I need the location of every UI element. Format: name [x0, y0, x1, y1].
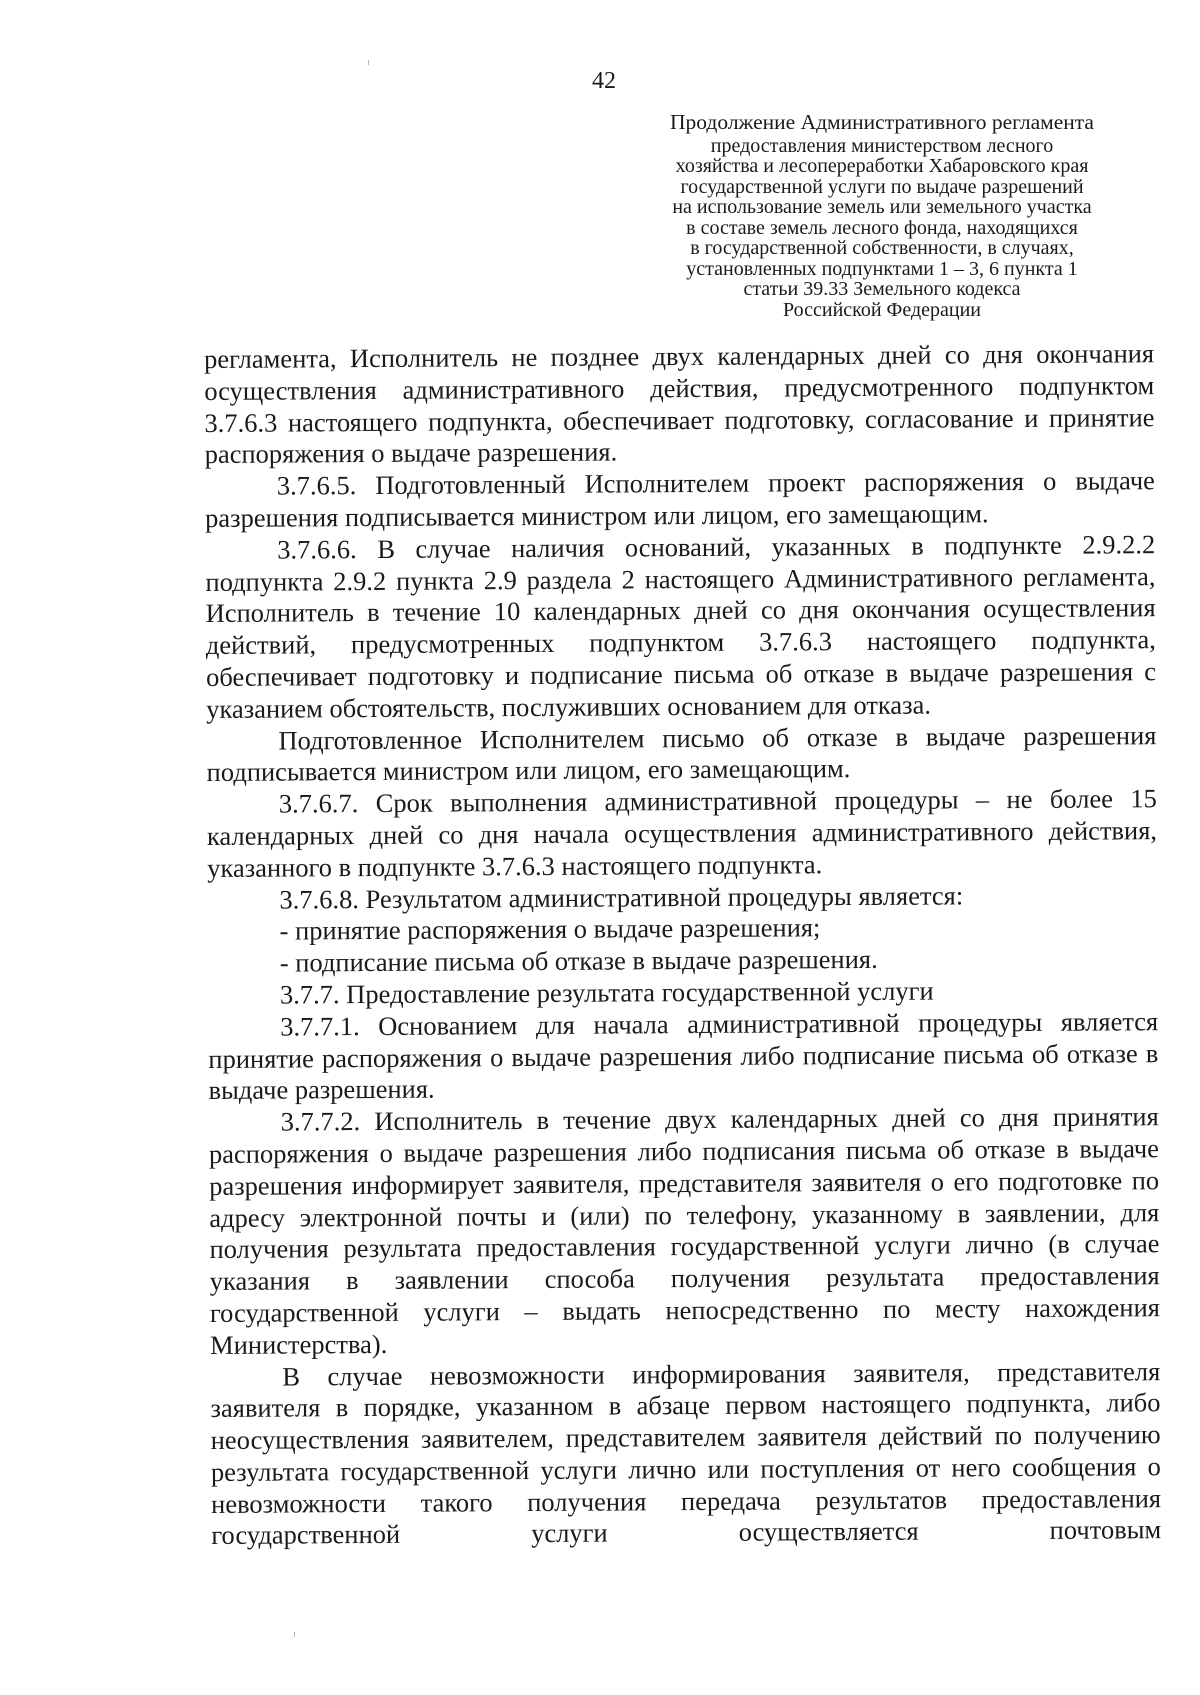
header-note-line: в государственной собственности, в случаях, [690, 237, 1074, 259]
header-note-line: в составе земель лесного фонда, находящихся [686, 216, 1078, 239]
list-item: - принятие распоряжения о выдаче разрешения; [279, 912, 821, 946]
section-heading-3-7-7: 3.7.7. Предоставление результата государственной услуги [279, 975, 934, 1010]
paragraph-3-7-6-6: 3.7.6.6. В случае наличия оснований, указанных в подпункте 2.9.2.2 подпункта 2.9.2 пункта 2.9 раздела 2 настоящего Административного регламента, Исполнитель в течение 10 календарных дней со дня окончания осуществления действий, предусмотренных подпунктом 3.7.6.3 настоящего подпункта, обеспечивает подготовку и подписание письма об отказе в выдаче разрешения с указанием обстоятельств, послуживших основанием для отказа. [205, 528, 1157, 724]
list-item: - подписание письма об отказе в выдаче разрешения. [279, 944, 878, 978]
header-note [632, 112, 1132, 320]
page-number: 42 [592, 68, 616, 94]
document-body [204, 338, 1161, 1552]
paragraph-3-7-6-7: 3.7.6.7. Срок выполнения административной процедуры – не более 15 календарных дней со дня начала осуществления административного действия, указанного в подпункте 3.7.6.3 настоящего подпункта. [206, 783, 1158, 883]
header-note-line: предоставления министерством лесного [710, 134, 1054, 157]
paragraph-3-7-6-5: 3.7.6.5. Подготовленный Исполнителем проект распоряжения о выдаче разрешения подписывается министром или лицом, его замещающим. [204, 465, 1155, 533]
header-note-line: на использование земель или земельного участка [672, 196, 1092, 218]
scan-speck [294, 1632, 295, 1637]
header-note-line: хозяйства и лесопереработки Хабаровского края [675, 155, 1089, 177]
paragraph-postal-delivery: В случае невозможности информирования заявителя, представителя заявителя в порядке, указанном в абзаце первом настоящего подпункта, либо неосуществления заявителем, представителем заявителя действий по получению результата государственной услуги лично или поступления от него сообщения о невозможности такого получения передача результатов предоставления государственной услуги осуществляется почтовым [210, 1355, 1162, 1551]
header-note-line: государственной услуги по выдаче разрешений [680, 175, 1084, 198]
paragraph-continuation: регламента, Исполнитель не позднее двух календарных дней со дня окончания осуществления административного действия, предусмотренного подпунктом 3.7.6.3 настоящего подпункта, обеспечивает подготовку, согласование и принятие распоряжения о выдаче разрешения. [204, 338, 1155, 470]
scan-speck [368, 60, 369, 65]
paragraph-3-7-7-2: 3.7.7.2. Исполнитель в течение двух календарных дней со дня принятия распоряжения о выдаче разрешения либо подписания письма об отказе в выдаче разрешения информирует заявителя, представителя заявителя о его подготовке по адресу электронной почты и (или) по телефону, указанному в заявлении, для получения результата предоставления государственной услуги лично (в случае указания в заявлении способа получения результата предоставления государственной услуги – выдать непосредственно по месту нахождения Министерства). [208, 1101, 1160, 1360]
paragraph-3-7-7-1: 3.7.7.1. Основанием для начала административной процедуры является принятие распоряжения о выдаче разрешения либо подписание письма об отказе в выдаче разрешения. [208, 1005, 1159, 1106]
header-note-line: статьи 39.33 Земельного кодекса [743, 278, 1021, 300]
paragraph-refusal-letter: Подготовленное Исполнителем письмо об отказе в выдаче разрешения подписывается министром или лицом, его замещающим. [206, 719, 1157, 788]
header-note-line: установленных подпунктами 1 – 3, 6 пункта 1 [686, 257, 1078, 280]
paragraph-3-7-6-8: 3.7.6.8. Результатом административной процедуры является: [279, 879, 964, 915]
header-note-line: Продолжение Административного регламента [670, 110, 1094, 134]
header-note-line: Российской Федерации [782, 298, 982, 321]
